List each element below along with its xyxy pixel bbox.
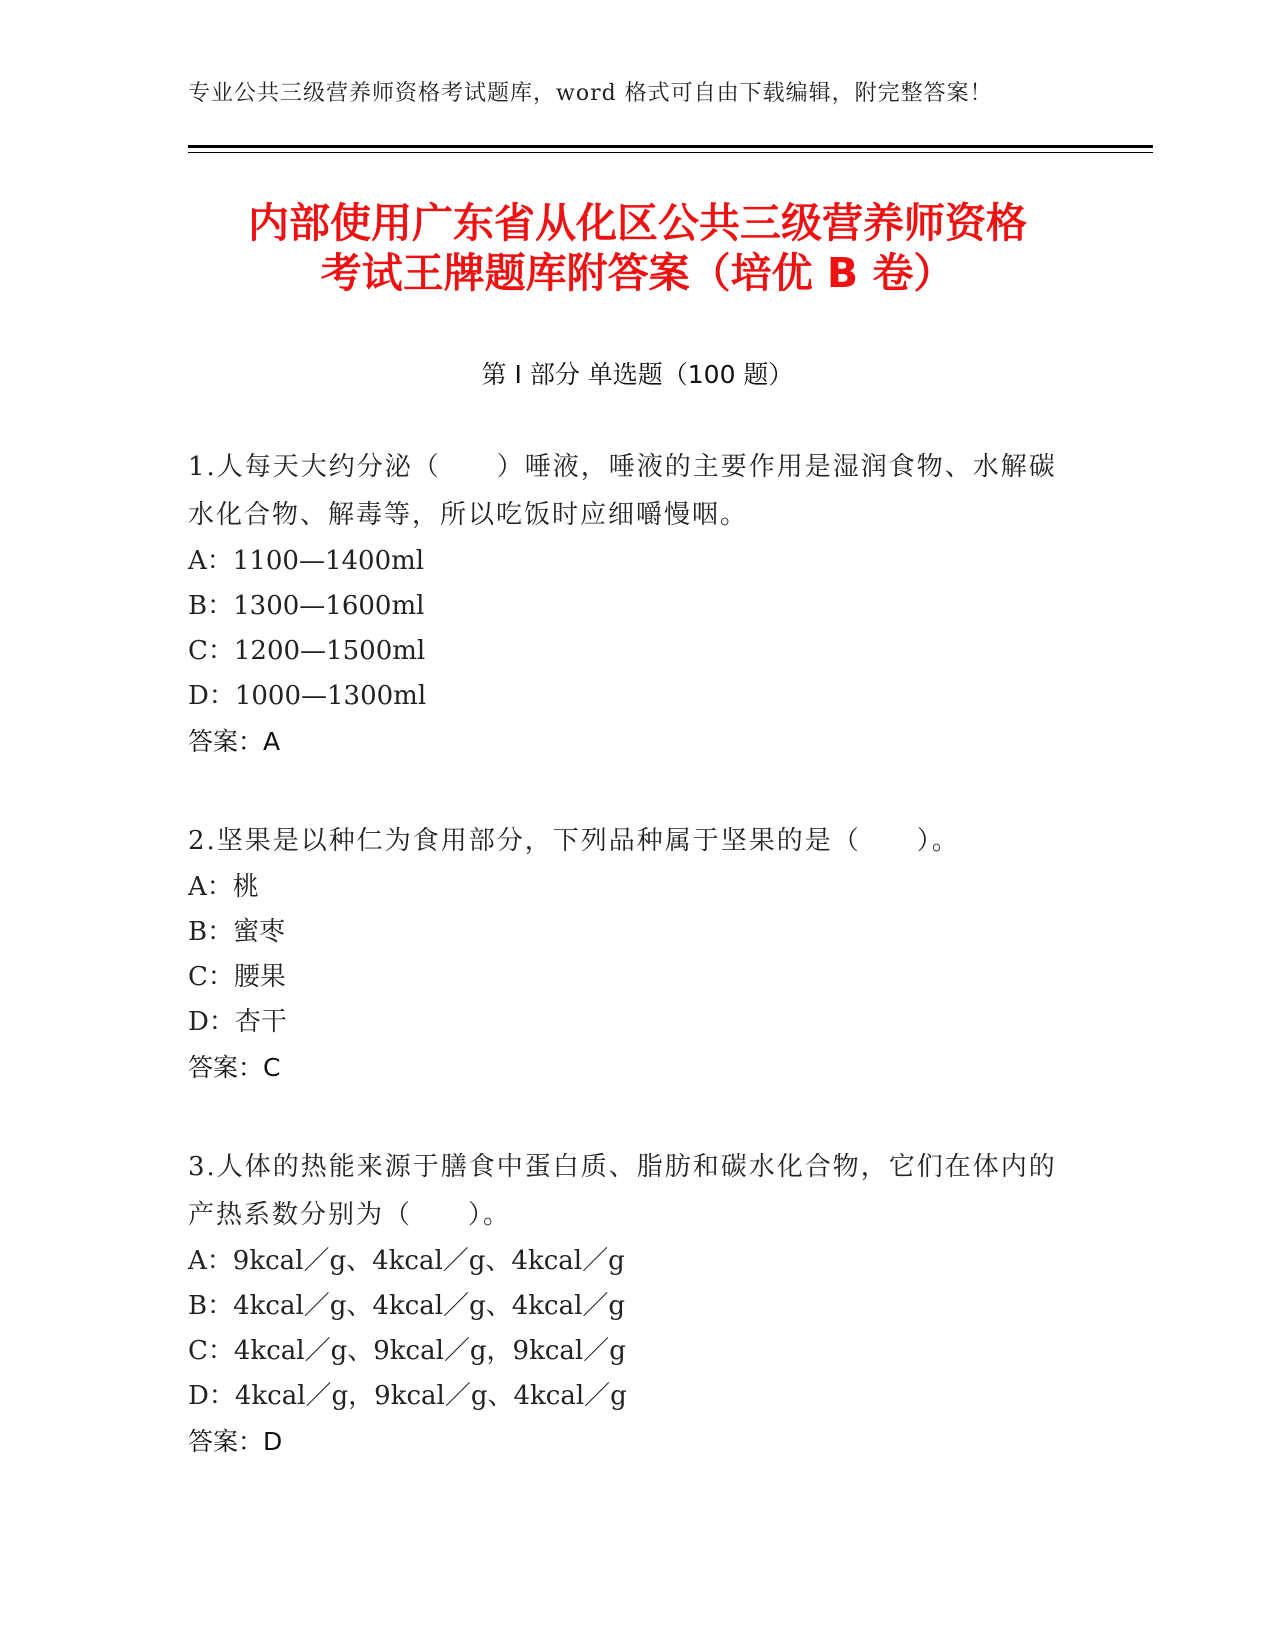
answer: 答案：D bbox=[188, 1427, 283, 1456]
document-title-line-1: 内部使用广东省从化区公共三级营养师资格 bbox=[248, 199, 1027, 247]
header-note: 专业公共三级营养师资格考试题库，word 格式可自由下载编辑，附完整答案！ bbox=[188, 81, 993, 106]
document-title-line-2: 考试王牌题库附答案（培优 B 卷） bbox=[320, 249, 955, 297]
question-stem: 1.人每天大约分泌（ ）唾液，唾液的主要作用是湿润食物、水解碳水化合物、解毒等，所以吃饭时应细嚼慢咽。 bbox=[188, 452, 1057, 530]
question-list bbox=[188, 443, 1068, 1517]
option-a: A：9kcal／g、4kcal／g、4kcal／g bbox=[188, 1246, 625, 1276]
option-c: C：1200—1500ml bbox=[188, 636, 426, 666]
option-b: B：1300—1600ml bbox=[188, 591, 425, 621]
answer: 答案：A bbox=[188, 727, 281, 756]
question-2 bbox=[188, 817, 1068, 1091]
option-d: D：杏干 bbox=[188, 1007, 287, 1037]
option-c: C：腰果 bbox=[188, 962, 286, 992]
section-title: 第 I 部分 单选题（100 题） bbox=[481, 360, 794, 389]
option-b: B：4kcal／g、4kcal／g、4kcal／g bbox=[188, 1291, 626, 1321]
option-c: C：4kcal／g、9kcal／g，9kcal／g bbox=[188, 1336, 626, 1366]
header-rule-thick bbox=[188, 145, 1153, 148]
option-b: B：蜜枣 bbox=[188, 917, 286, 947]
question-stem: 2.坚果是以种仁为食用部分，下列品种属于坚果的是（ ）。 bbox=[188, 826, 960, 856]
question-3 bbox=[188, 1143, 1068, 1465]
document-title bbox=[150, 198, 1125, 298]
option-a: A：1100—1400ml bbox=[188, 546, 425, 576]
option-d: D：4kcal／g，9kcal／g、4kcal／g bbox=[188, 1381, 627, 1411]
header-rule-thin bbox=[188, 152, 1153, 153]
option-a: A：桃 bbox=[188, 872, 259, 902]
question-1 bbox=[188, 443, 1068, 765]
answer: 答案：C bbox=[188, 1053, 281, 1082]
question-stem: 3.人体的热能来源于膳食中蛋白质、脂肪和碳水化合物，它们在体内的产热系数分别为（ ）。 bbox=[188, 1152, 1057, 1230]
option-d: D：1000—1300ml bbox=[188, 681, 427, 711]
